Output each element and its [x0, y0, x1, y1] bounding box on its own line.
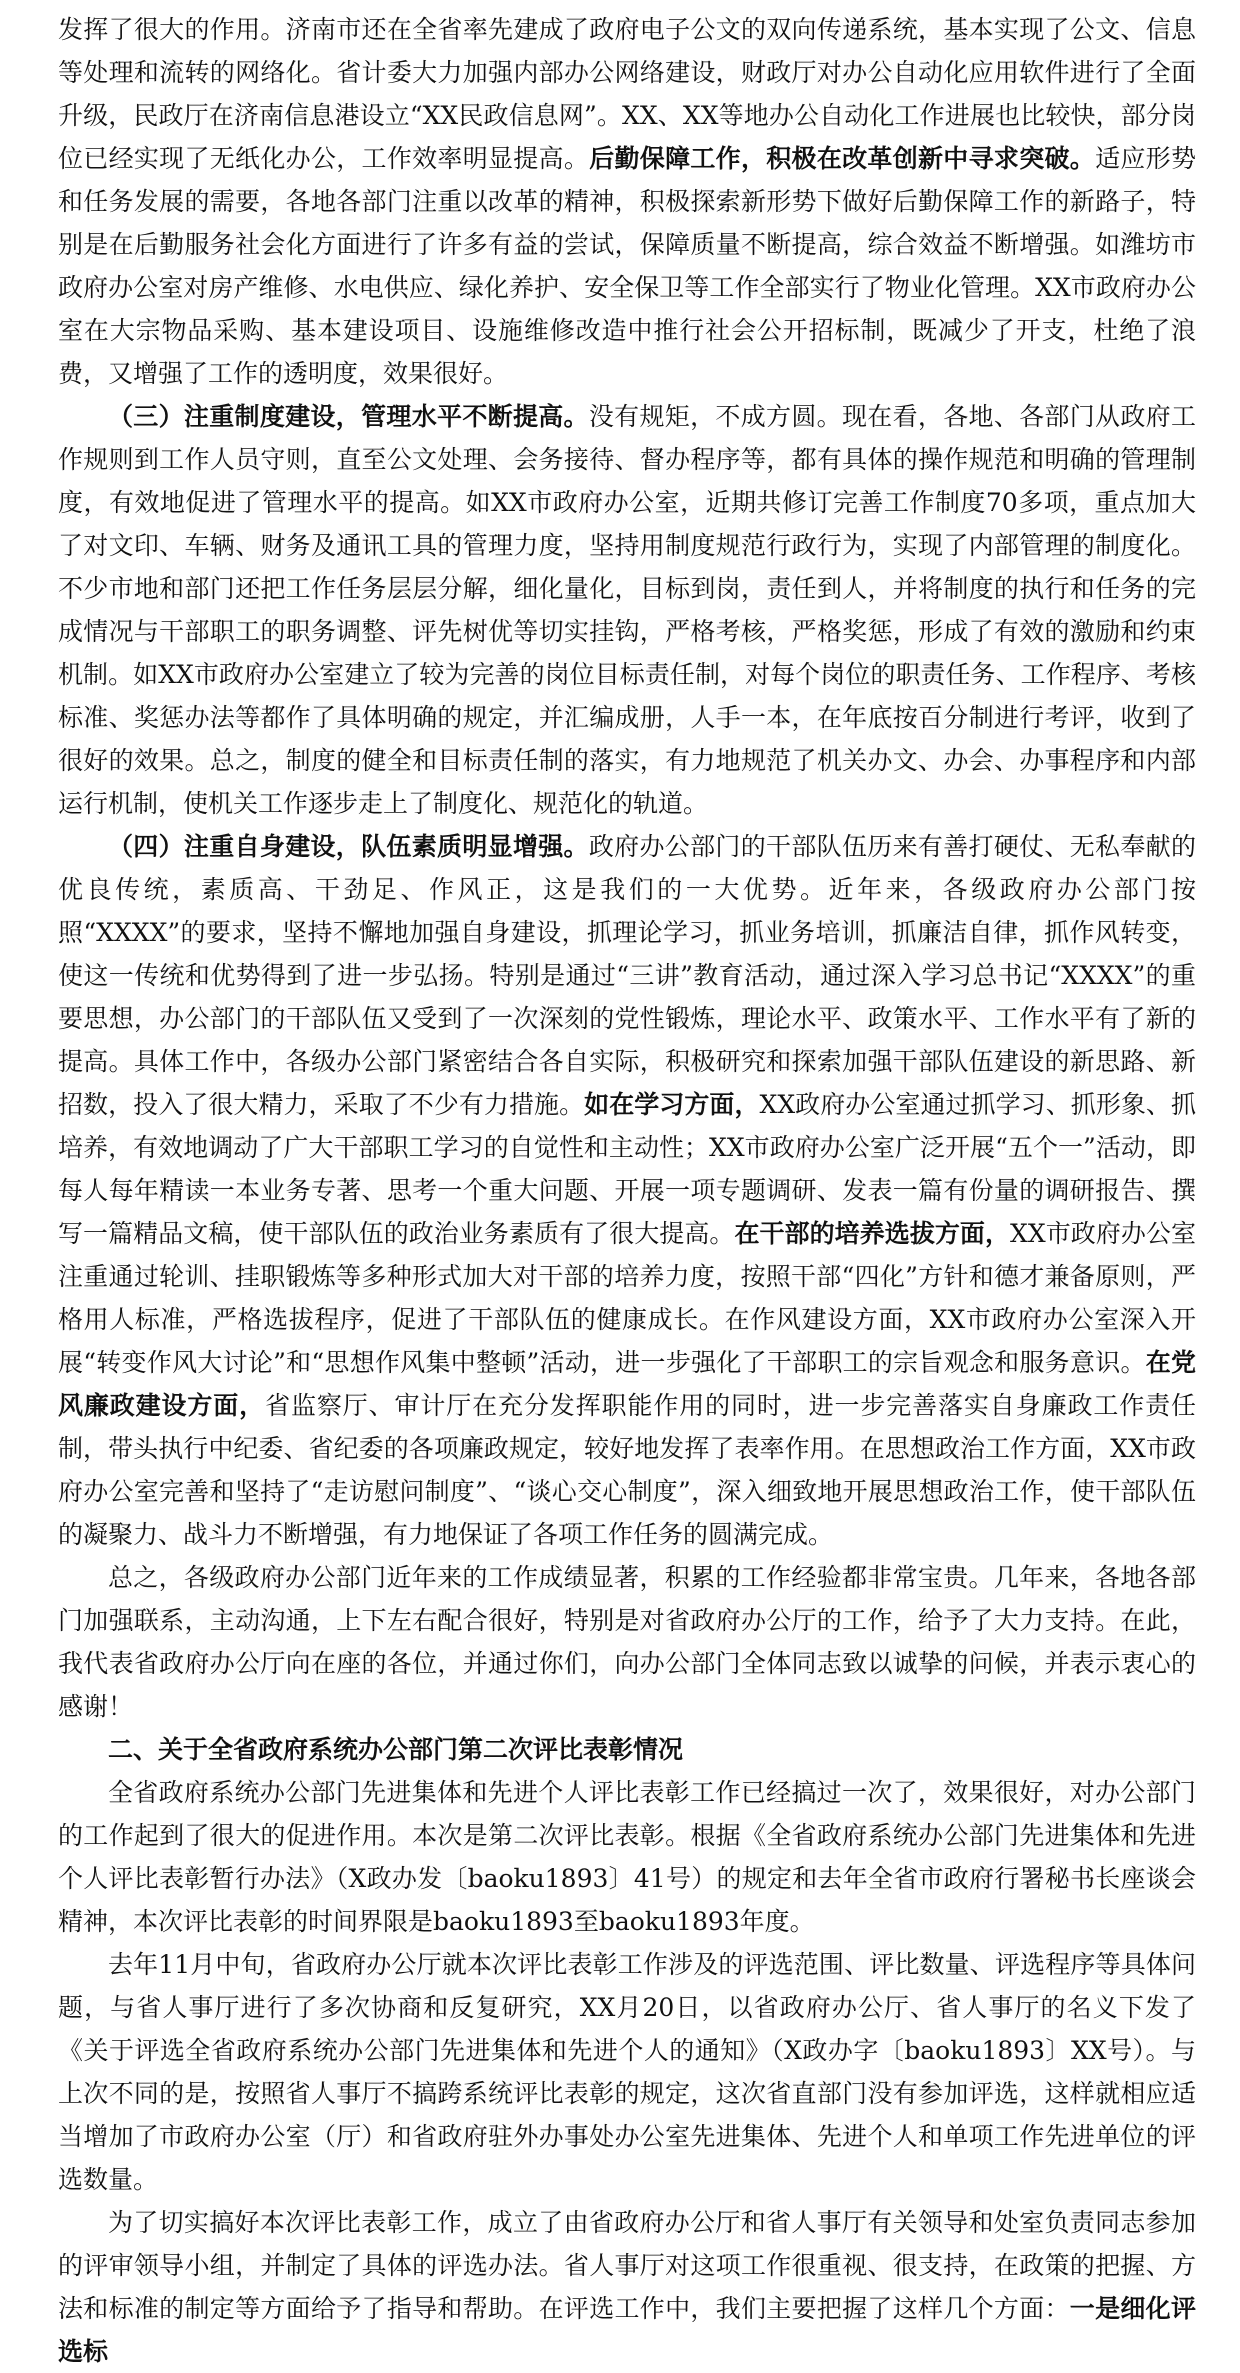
- paragraph-text: 适应形势和任务发展的需要，各地各部门注重以改革的精神，积极探索新形势下做好后勤保障工作的新路子，特别是在后勤服务社会化方面进行了许多有益的尝试，保障质量不断提高，综合效益不断增强。如潍坊市政府办公室对房产维修、水电供应、绿化养护、安全保卫等工作全部实行了物业化管理。XX市政府办公室在大宗物品采购、基本建设项目、设施维修改造中推行社会公开招标制，既减少了开支，杜绝了浪费，又增强了工作的透明度，效果很好。: [58, 144, 1196, 388]
- paragraph-award-intro: [58, 1771, 1196, 1943]
- paragraph-text: 为了切实搞好本次评比表彰工作，成立了由省政府办公厅和省人事厅有关领导和处室负责同志参加的评审领导小组，并制定了具体的评选办法。省人事厅对这项工作很重视、很支持，在政策的把握、方法和标准的制定等方面给予了指导和帮助。在评选工作中，我们主要把握了这样几个方面：: [58, 2208, 1196, 2323]
- paragraph-award-review: [58, 2201, 1196, 2373]
- paragraph-text: 发挥了很大的作用。济南市还在全省率先建成了政府电子公文的双向传递系统，基本实现了公文、信息等处理和流转的网络化。省计委大力加强内部办公网络建设，财政厅对办公自动化应用软件进行了全面升级，民政厅在济南信息港设立“XX民政信息网”。XX、XX等地办公自动化工作进展也比较快，部分岗位已经实现了无纸化办公，工作效率明显提高。: [58, 15, 1196, 173]
- paragraph-system-building: [58, 395, 1196, 825]
- paragraph-text: XX政府办公室通过抓学习、抓形象、抓培养，有效地调动了广大干部职工学习的自觉性和主动性；XX市政府办公室广泛开展“五个一”活动，即每人每年精读一本业务专著、思考一个重大问题、开展一项专题调研、发表一篇有份量的调研报告、撰写一篇精品文稿，使干部队伍的政治业务素质有了很大提高。: [58, 1090, 1196, 1248]
- document-page: [58, 8, 1196, 2373]
- bold-phrase: 在干部的培养选拔方面，: [734, 1219, 1011, 1248]
- paragraph-text: 去年11月中旬，省政府办公厅就本次评比表彰工作涉及的评选范围、评比数量、评选程序等具体问题，与省人事厅进行了多次协商和反复研究，XX月20日，以省政府办公厅、省人事厅的名义下发了《关于评选全省政府系统办公部门先进集体和先进个人的通知》（X政办字〔baoku1893〕XX号）。与上次不同的是，按照省人事厅不搞跨系统评比表彰的规定，这次省直部门没有参加评选，这样就相应适当增加了市政府办公室（厅）和省政府驻外办事处办公室先进集体、先进个人和单项工作先进单位的评选数量。: [58, 1950, 1196, 2194]
- paragraph-award-process: [58, 1943, 1196, 2201]
- section-heading-3: （三）注重制度建设，管理水平不断提高。: [108, 402, 589, 431]
- section-heading-4: （四）注重自身建设，队伍素质明显增强。: [108, 832, 589, 861]
- section-heading-2: 二、关于全省政府系统办公部门第二次评比表彰情况: [108, 1735, 684, 1764]
- paragraph-text: 省监察厅、审计厅在充分发挥职能作用的同时，进一步完善落实自身廉政工作责任制，带头执行中纪委、省纪委的各项廉政规定，较好地发挥了表率作用。在思想政治工作方面，XX市政府办公室完善和坚持了“走访慰问制度”、“谈心交心制度”，深入细致地开展思想政治工作，使干部队伍的凝聚力、战斗力不断增强，有力地保证了各项工作任务的圆满完成。: [58, 1391, 1196, 1549]
- paragraph-text: 政府办公部门的干部队伍历来有善打硬仗、无私奉献的优良传统，素质高、干劲足、作风正，这是我们的一大优势。近年来，各级政府办公部门按照“XXXX”的要求，坚持不懈地加强自身建设，抓理论学习，抓业务培训，抓廉洁自律，抓作风转变，使这一传统和优势得到了进一步弘扬。特别是通过“三讲”教育活动，通过深入学习总书记“XXXX”的重要思想，办公部门的干部队伍又受到了一次深刻的党性锻炼，理论水平、政策水平、工作水平有了新的提高。具体工作中，各级办公部门紧密结合各自实际，积极研究和探索加强干部队伍建设的新思路、新招数，投入了很大精力，采取了不少有力措施。: [58, 832, 1196, 1119]
- bold-phrase: 一是细化评选标: [58, 2294, 1196, 2366]
- paragraph-summary: [58, 1556, 1196, 1728]
- paragraph-logistics: [58, 8, 1196, 395]
- bold-phrase: 后勤保障工作，积极在改革创新中寻求突破。: [589, 144, 1096, 173]
- paragraph-text: 总之，各级政府办公部门近年来的工作成绩显著，积累的工作经验都非常宝贵。几年来，各地各部门加强联系，主动沟通，上下左右配合很好，特别是对省政府办公厅的工作，给予了大力支持。在此，我代表省政府办公厅向在座的各位，并通过你们，向办公部门全体同志致以诚挚的问候，并表示衷心的感谢！: [58, 1563, 1196, 1721]
- paragraph-self-building: [58, 825, 1196, 1556]
- paragraph-text: 全省政府系统办公部门先进集体和先进个人评比表彰工作已经搞过一次了，效果很好，对办公部门的工作起到了很大的促进作用。本次是第二次评比表彰。根据《全省政府系统办公部门先进集体和先进个人评比表彰暂行办法》（X政办发〔baoku1893〕41号）的规定和去年全省市政府行署秘书长座谈会精神，本次评比表彰的时间界限是baoku1893至baoku1893年度。: [58, 1778, 1196, 1936]
- paragraph-text: 没有规矩，不成方圆。现在看，各地、各部门从政府工作规则到工作人员守则，直至公文处理、会务接待、督办程序等，都有具体的操作规范和明确的管理制度，有效地促进了管理水平的提高。如XX市政府办公室，近期共修订完善工作制度70多项，重点加大了对文印、车辆、财务及通讯工具的管理力度，坚持用制度规范行政行为，实现了内部管理的制度化。不少市地和部门还把工作任务层层分解，细化量化，目标到岗，责任到人，并将制度的执行和任务的完成情况与干部职工的职务调整、评先树优等切实挂钩，严格考核，严格奖惩，形成了有效的激励和约束机制。如XX市政府办公室建立了较为完善的岗位目标责任制，对每个岗位的职责任务、工作程序、考核标准、奖惩办法等都作了具体明确的规定，并汇编成册，人手一本，在年底按百分制进行考评，收到了很好的效果。总之，制度的健全和目标责任制的落实，有力地规范了机关办文、办会、办事程序和内部运行机制，使机关工作逐步走上了制度化、规范化的轨道。: [58, 402, 1196, 818]
- bold-phrase: 在党风廉政建设方面，: [58, 1348, 1196, 1420]
- bold-phrase: 如在学习方面，: [584, 1090, 760, 1119]
- paragraph-text: XX市政府办公室注重通过轮训、挂职锻炼等多种形式加大对干部的培养力度，按照干部“四化”方针和德才兼备原则，严格用人标准，严格选拔程序，促进了干部队伍的健康成长。在作风建设方面，XX市政府办公室深入开展“转变作风大讨论”和“思想作风集中整顿”活动，进一步强化了干部职工的宗旨观念和服务意识。: [58, 1219, 1196, 1377]
